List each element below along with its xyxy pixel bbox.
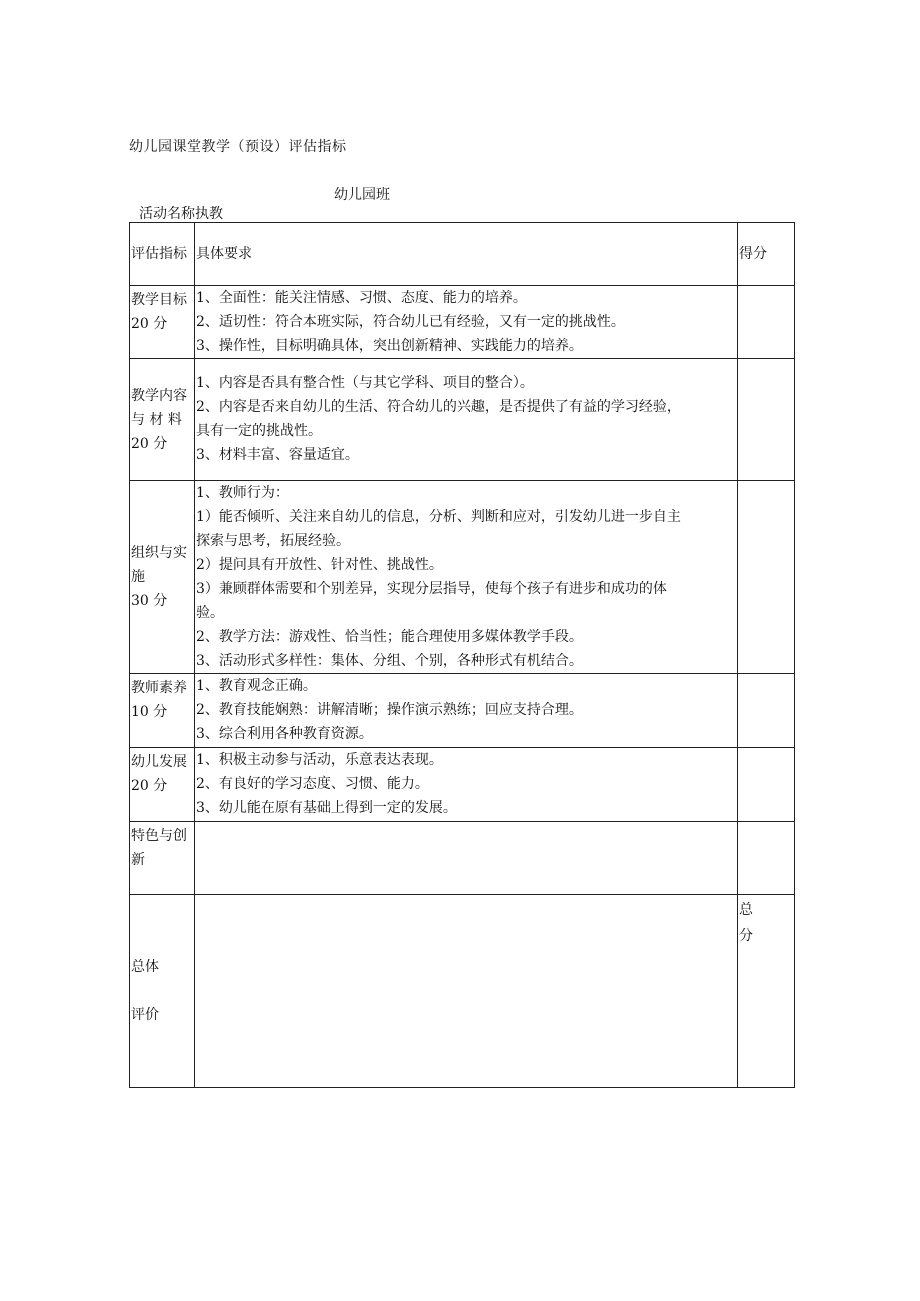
table-row	[130, 674, 795, 748]
requirement-item: 3、幼儿能在原有基础上得到一定的发展。	[196, 800, 457, 816]
requirement-item: 3、综合利用各种教育资源。	[196, 726, 373, 742]
summary-label: 评价	[131, 1007, 159, 1023]
requirement-item: 1、积极主动参与活动，乐意表达表现。	[196, 752, 443, 768]
requirement-item: 2、教育技能娴熟：讲解清晰；操作演示熟练；回应支持合理。	[196, 702, 583, 718]
requirement-item: 3）兼顾群体需要和个别差异，实现分层指导，使每个孩子有进步和成功的体	[196, 581, 667, 597]
requirement-item: 3、材料丰富、容量适宜。	[196, 447, 359, 463]
indicator-points: 20 分	[131, 435, 168, 452]
requirement-item: 2）提问具有开放性、针对性、挑战性。	[196, 557, 443, 573]
indicator-cell	[130, 286, 195, 359]
score-cell[interactable]	[738, 286, 795, 359]
requirement-item: 2、适切性：符合本班实际，符合幼儿已有经验，又有一定的挑战性。	[196, 314, 625, 330]
indicator-cell	[130, 359, 195, 481]
indicator-text: 新	[131, 852, 145, 868]
indicator-text: 施	[131, 569, 145, 585]
requirements-cell	[195, 748, 738, 822]
indicator-text: 与 材 料	[131, 411, 182, 428]
indicator-cell	[130, 481, 195, 674]
requirement-item: 2、内容是否来自幼儿的生活、符合幼儿的兴趣，是否提供了有益的学习经验，	[196, 399, 681, 415]
indicator-cell	[130, 674, 195, 748]
requirement-item: 1、教师行为：	[196, 485, 289, 501]
indicator-text: 幼儿发展	[131, 754, 187, 770]
class-label: 幼儿园班	[334, 187, 390, 203]
summary-indicator-cell	[130, 895, 195, 1088]
score-cell[interactable]	[738, 359, 795, 481]
score-cell[interactable]	[738, 674, 795, 748]
requirement-item: 1、教育观念正确。	[196, 678, 317, 694]
indicator-cell	[130, 748, 195, 822]
summary-label: 总体	[131, 959, 159, 975]
requirements-cell	[195, 286, 738, 359]
requirement-item: 3、操作性，目标明确具体，突出创新精神、实践能力的培养。	[196, 338, 583, 354]
requirement-item: 探索与思考，拓展经验。	[196, 533, 350, 549]
requirements-cell[interactable]	[195, 822, 738, 895]
evaluation-table	[129, 222, 795, 1088]
requirement-item: 具有一定的挑战性。	[196, 423, 322, 439]
table-row	[130, 286, 795, 359]
table-row	[130, 822, 795, 895]
summary-comment-cell[interactable]	[195, 895, 738, 1088]
table-row	[130, 481, 795, 674]
indicator-points: 20 分	[131, 778, 168, 794]
requirement-item: 2、有良好的学习态度、习惯、能力。	[196, 776, 429, 792]
indicator-points: 20 分	[131, 316, 168, 332]
requirements-cell	[195, 359, 738, 481]
indicator-cell	[130, 822, 195, 895]
indicator-text: 特色与创	[131, 828, 187, 844]
header-requirements: 具体要求	[195, 223, 738, 286]
requirement-item: 1、内容是否具有整合性（与其它学科、项目的整合）。	[196, 375, 534, 391]
total-score-cell[interactable]	[738, 895, 795, 1088]
header-score: 得分	[738, 223, 795, 286]
indicator-text: 组织与实	[131, 545, 187, 561]
indicator-points: 10 分	[131, 704, 168, 720]
table-row	[130, 748, 795, 822]
total-score-label: 分	[739, 928, 753, 944]
score-cell[interactable]	[738, 822, 795, 895]
requirements-cell	[195, 481, 738, 674]
activity-label: 活动名称执教	[139, 206, 223, 222]
score-cell[interactable]	[738, 481, 795, 674]
page-title: 幼儿园课堂教学（预设）评估指标	[129, 139, 347, 155]
table-header-row	[130, 223, 795, 286]
summary-row	[130, 895, 795, 1088]
requirements-cell	[195, 674, 738, 748]
table-row	[130, 359, 795, 481]
requirement-item: 1）能否倾听、关注来自幼儿的信息，分析、判断和应对，引发幼儿进一步自主	[196, 509, 681, 525]
indicator-text: 教学目标	[131, 292, 187, 308]
header-indicator: 评估指标	[130, 223, 195, 286]
indicator-text: 教师素养	[131, 680, 187, 696]
requirement-item: 3、活动形式多样性：集体、分组、个别，各种形式有机结合。	[196, 653, 583, 669]
score-cell[interactable]	[738, 748, 795, 822]
requirement-item: 2、教学方法：游戏性、恰当性；能合理使用多媒体教学手段。	[196, 629, 583, 645]
indicator-text: 教学内容	[131, 387, 187, 404]
requirement-item: 1、全面性：能关注情感、习惯、态度、能力的培养。	[196, 290, 527, 306]
requirement-item: 验。	[196, 605, 224, 621]
total-score-label: 总	[739, 902, 753, 918]
indicator-points: 30 分	[131, 593, 168, 609]
